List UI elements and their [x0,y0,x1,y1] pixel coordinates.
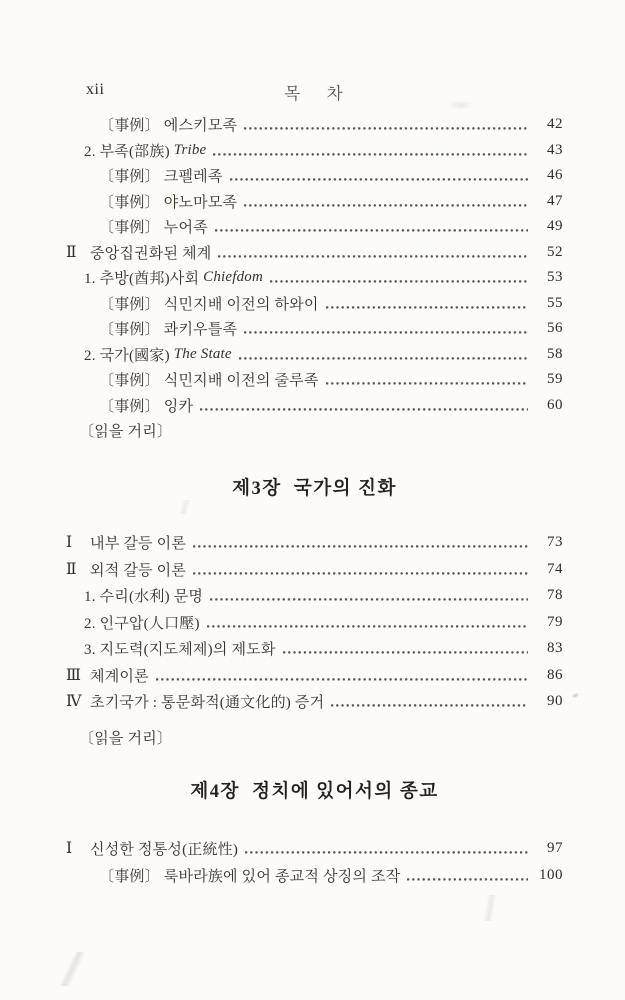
dot-leader [326,306,528,309]
dot-leader [193,545,528,548]
dot-leader [193,572,528,575]
entry-label: 〔事例〕 누어족 [99,220,208,237]
page-header [66,80,563,102]
dot-leader [218,255,528,258]
entry-page-number: 86 [547,666,563,683]
scan-streak [12,952,132,986]
entry-page-number: 83 [547,640,563,657]
dot-leader [283,651,528,654]
dot-leader [200,408,528,411]
toc-entry [66,240,563,266]
toc-entry-group [66,530,563,751]
entry-label: 1. 추방(酋邦)사회 [84,271,204,288]
dot-leader [207,625,528,628]
toc-entry [66,583,563,610]
entry-page-number: 97 [547,839,563,856]
toc-entry [66,342,563,368]
toc-entry [66,662,563,689]
entry-label: 내부 갈등 이론 [90,536,187,553]
toc-entry [66,163,563,189]
toc-entry [66,316,563,342]
entry-roman-numeral: Ⅰ [66,839,73,857]
toc-entry [66,724,563,751]
dot-leader [230,178,528,181]
toc-entry [66,418,563,444]
entry-page-number: 90 [547,693,563,710]
toc-entry [66,291,563,317]
entry-roman-numeral: Ⅰ [66,534,73,552]
dot-leader [245,851,528,854]
entry-label: 3. 지도력(지도체제)의 제도화 [84,642,276,659]
toc-entry-group [66,112,563,444]
entry-page-number: 47 [547,192,563,209]
entry-label: 〔事例〕 크펠레족 [99,169,223,186]
scan-streak [430,895,550,921]
dot-leader [244,127,528,130]
toc-entry [66,393,563,419]
entry-label: 1. 수리(水利) 문명 [84,589,204,606]
toc-blocks [66,112,563,889]
entry-label-italic: The State [173,345,232,362]
chapter-title: 제4장 정치에 있어서의 종교 [190,781,439,802]
dot-leader [215,229,528,232]
entry-label: 체계이론 [90,668,149,685]
dot-leader [244,331,528,334]
entry-roman-numeral: Ⅲ [66,666,81,684]
entry-page-number: 79 [547,613,563,630]
dot-leader [270,280,528,283]
folio-page-number: xii [86,81,105,98]
toc-entry [66,636,563,663]
chapter-title: 제3장 국가의 진화 [232,478,397,499]
entry-label: 〔事例〕 콰키우틀족 [99,322,238,339]
entry-label: 2. 국가(國家) [84,347,174,364]
toc-entry [66,530,563,557]
entry-label: 〔읽을 거리〕 [79,730,173,747]
dot-leader [210,598,528,601]
dot-leader [331,704,528,707]
entry-page-number: 100 [539,866,563,883]
entry-page-number: 58 [547,345,563,362]
toc-entry [66,609,563,636]
entry-label: 〔事例〕 룩바라族에 있어 종교적 상징의 조작 [99,868,401,885]
entry-label-italic: Tribe [173,141,207,158]
toc-entry [66,367,563,393]
entry-label: 2. 부족(部族) [84,143,174,160]
toc-entry [66,138,563,164]
toc-entry [66,556,563,583]
toc-entry [66,835,563,862]
toc-entry [66,112,563,138]
toc-entry [66,862,563,889]
toc-title: 목 차 [284,84,345,103]
page-content [66,0,563,889]
dot-leader [244,204,528,207]
toc-entry [66,189,563,215]
toc-entry [66,265,563,291]
entry-label: 〔읽을 거리〕 [79,424,173,441]
entry-roman-numeral: Ⅱ [66,243,77,261]
entry-label: 〔事例〕 식민지배 이전의 하와이 [99,296,319,313]
toc-entry-group [66,835,563,889]
entry-page-number: 43 [547,141,563,158]
dot-leader [326,382,528,385]
entry-label-italic: Chiefdom [203,269,264,286]
entry-page-number: 59 [547,371,563,388]
entry-page-number: 78 [547,587,563,604]
entry-roman-numeral: Ⅳ [66,693,82,711]
entry-page-number: 56 [547,320,563,337]
entry-label: 초기국가 : 통문화적(通文化的) 증거 [90,695,325,712]
dot-leader [213,153,528,156]
entry-label: 2. 인구압(人口壓) [84,615,200,632]
entry-page-number: 74 [547,560,563,577]
toc-entry [66,214,563,240]
entry-page-number: 49 [547,218,563,235]
dot-leader [407,878,528,881]
entry-page-number: 60 [547,396,563,413]
entry-page-number: 42 [547,116,563,133]
entry-page-number: 46 [547,167,563,184]
entry-page-number: 53 [547,269,563,286]
toc-entry [66,689,563,716]
entry-page-number: 73 [547,534,563,551]
entry-roman-numeral: Ⅱ [66,560,77,578]
scan-speck [570,691,580,699]
dot-leader [239,357,528,360]
entry-label: 외적 갈등 이론 [90,562,187,579]
entry-label: 신성한 정통성(正統性) [90,841,239,858]
entry-page-number: 55 [547,294,563,311]
dot-leader [156,678,528,681]
entry-page-number: 52 [547,243,563,260]
entry-label: 〔事例〕 야노마모족 [99,194,238,211]
entry-label: 중앙집권화된 체계 [90,245,212,262]
entry-label: 〔事例〕 잉카 [99,398,194,415]
entry-label: 〔事例〕 에스키모족 [99,118,238,135]
entry-label: 〔事例〕 식민지배 이전의 줄루족 [99,373,319,390]
